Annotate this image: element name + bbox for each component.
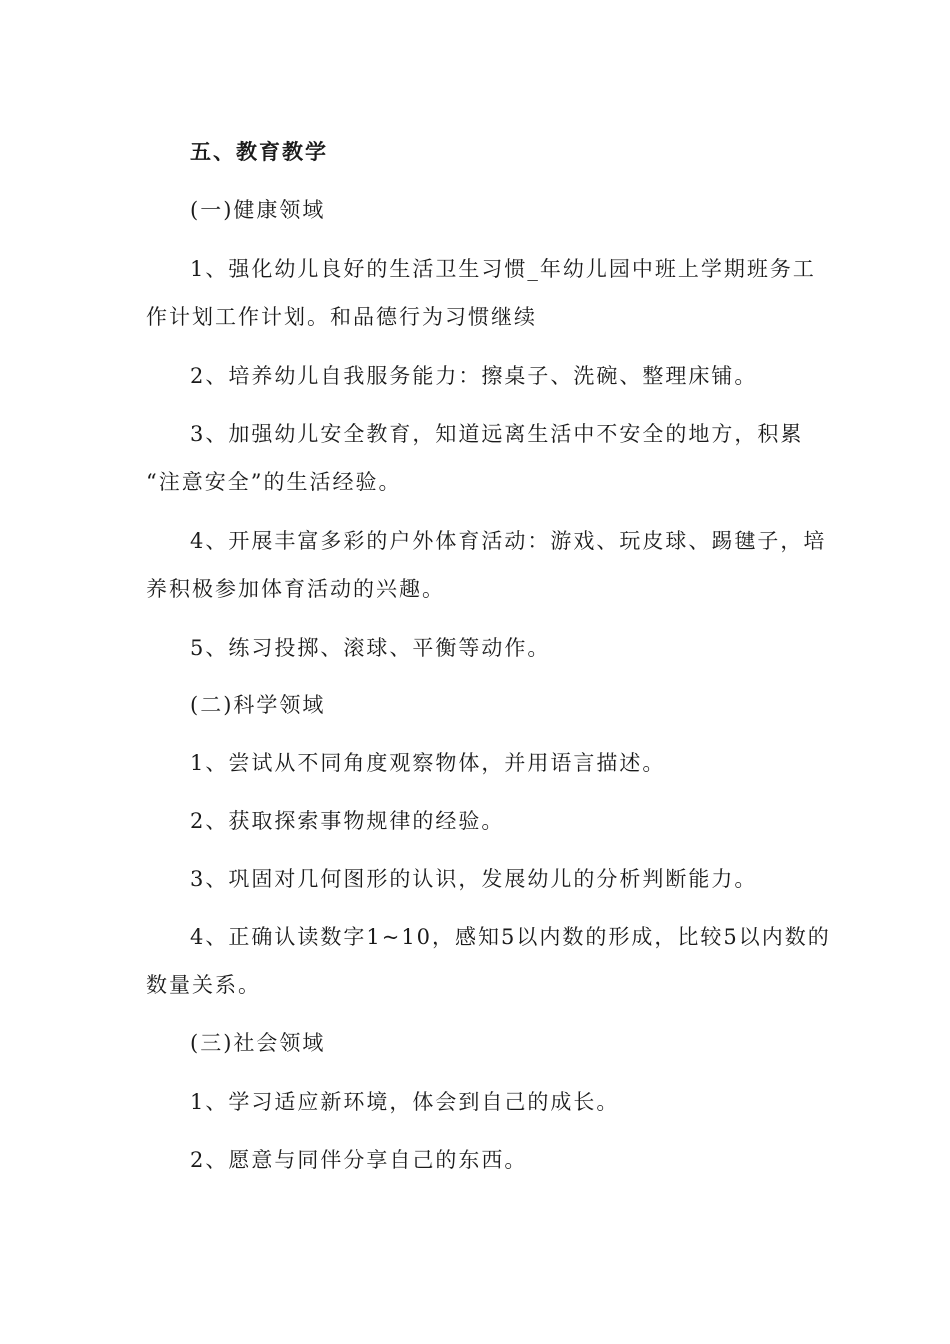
section-title: 五、教育教学 [190, 139, 328, 164]
science-item-2: 2、获取探索事物规律的经验。 [190, 809, 505, 833]
health-item-3-line-2: “注意安全”的生活经验。 [146, 470, 402, 494]
health-item-3-line-1: 3、加强幼儿安全教育，知道远离生活中不安全的地方，积累 [190, 422, 804, 446]
science-item-1: 1、尝试从不同角度观察物体，并用语言描述。 [190, 751, 666, 775]
health-item-1-line-1: 1、强化幼儿良好的生活卫生习惯_年幼儿园中班上学期班务工 [190, 257, 816, 281]
social-item-2: 2、愿意与同伴分享自己的东西。 [190, 1148, 528, 1172]
health-item-1-line-2: 作计划工作计划。和品德行为习惯继续 [146, 305, 537, 329]
social-item-1: 1、学习适应新环境，体会到自己的成长。 [190, 1090, 620, 1114]
science-heading: (二)科学领域 [190, 693, 326, 717]
health-item-5: 5、练习投掷、滚球、平衡等动作。 [190, 636, 551, 660]
social-heading: (三)社会领域 [190, 1031, 326, 1055]
science-item-4-line-1: 4、正确认读数字1~10，感知5以内数的形成，比较5以内数的 [190, 925, 831, 949]
health-item-4-line-2: 养积极参加体育活动的兴趣。 [146, 577, 445, 601]
science-item-4-line-2: 数量关系。 [146, 973, 261, 997]
science-item-3: 3、巩固对几何图形的认识，发展幼儿的分析判断能力。 [190, 867, 758, 891]
health-item-2: 2、培养幼儿自我服务能力：擦桌子、洗碗、整理床铺。 [190, 364, 758, 388]
health-heading: (一)健康领域 [190, 198, 326, 222]
health-item-4-line-1: 4、开展丰富多彩的户外体育活动：游戏、玩皮球、踢毽子，培 [190, 529, 827, 553]
